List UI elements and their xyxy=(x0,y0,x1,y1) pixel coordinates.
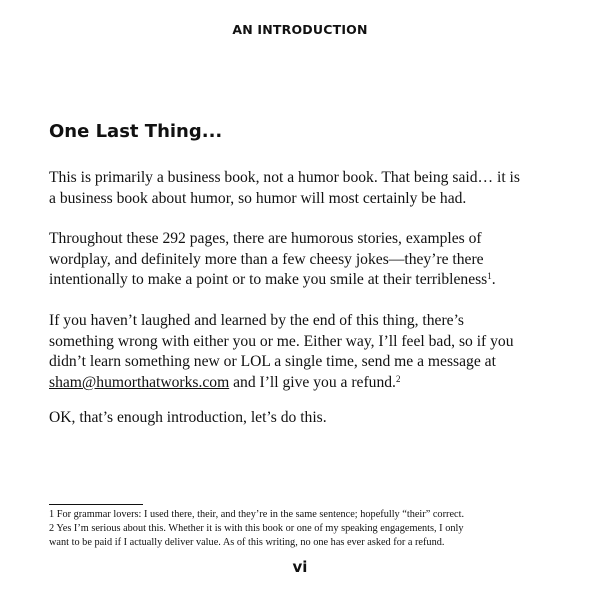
paragraph-line: wordplay, and definitely more than a few cheesy jokes—they’re there xyxy=(49,250,484,268)
paragraph-line: If you haven’t laughed and learned by the end of this thing, there’s xyxy=(49,312,464,329)
paragraph-1 xyxy=(49,168,559,209)
paragraph-2 xyxy=(49,229,559,291)
footnote-2-line: want to be paid if I actually deliver value. As of this writing, no one has ever asked for a refund. xyxy=(49,537,445,548)
section-heading: One Last Thing... xyxy=(49,121,223,142)
footnote-2-line: 2 Yes I’m serious about this. Whether it is with this book or one of my speaking engagements, I only xyxy=(49,523,464,534)
paragraph-line: Throughout these 292 pages, there are humorous stories, examples of xyxy=(49,230,482,247)
paragraph-line: something wrong with either you or me. Either way, I’ll feel bad, so if you xyxy=(49,332,514,350)
paragraph-4 xyxy=(49,408,559,429)
paragraph-line-last xyxy=(49,270,559,291)
paragraph-text: and I’ll give you a refund. xyxy=(229,374,396,392)
paragraph-line: didn’t learn something new or LOL a single time, send me a message at xyxy=(49,353,496,371)
email-link[interactable]: sham@humorthatworks.com xyxy=(49,374,230,392)
paragraph-line: This is primarily a business book, not a humor book. That being said… it is xyxy=(49,169,520,186)
footnote-ref-1[interactable]: 1 xyxy=(487,271,492,282)
paragraph-line: a business book about humor, so humor will most certainly be had. xyxy=(49,189,467,207)
paragraph-line-last xyxy=(49,373,559,394)
sentence-end: . xyxy=(491,271,496,289)
paragraph-3 xyxy=(49,311,559,394)
page-number: vi xyxy=(292,558,308,576)
footnote-ref-2[interactable]: 2 xyxy=(395,374,401,385)
paragraph-line: OK, that’s enough introduction, let’s do this. xyxy=(49,409,327,426)
footnote-rule xyxy=(49,504,143,505)
paragraph-text: intentionally to make a point or to make you smile at their terribleness xyxy=(49,271,488,289)
footnote-1: 1 For grammar lovers: I used there, their, and they’re in the same sentence; hopefully “their” correct. xyxy=(49,509,465,520)
running-head: AN INTRODUCTION xyxy=(232,22,368,37)
footnotes xyxy=(49,508,559,550)
